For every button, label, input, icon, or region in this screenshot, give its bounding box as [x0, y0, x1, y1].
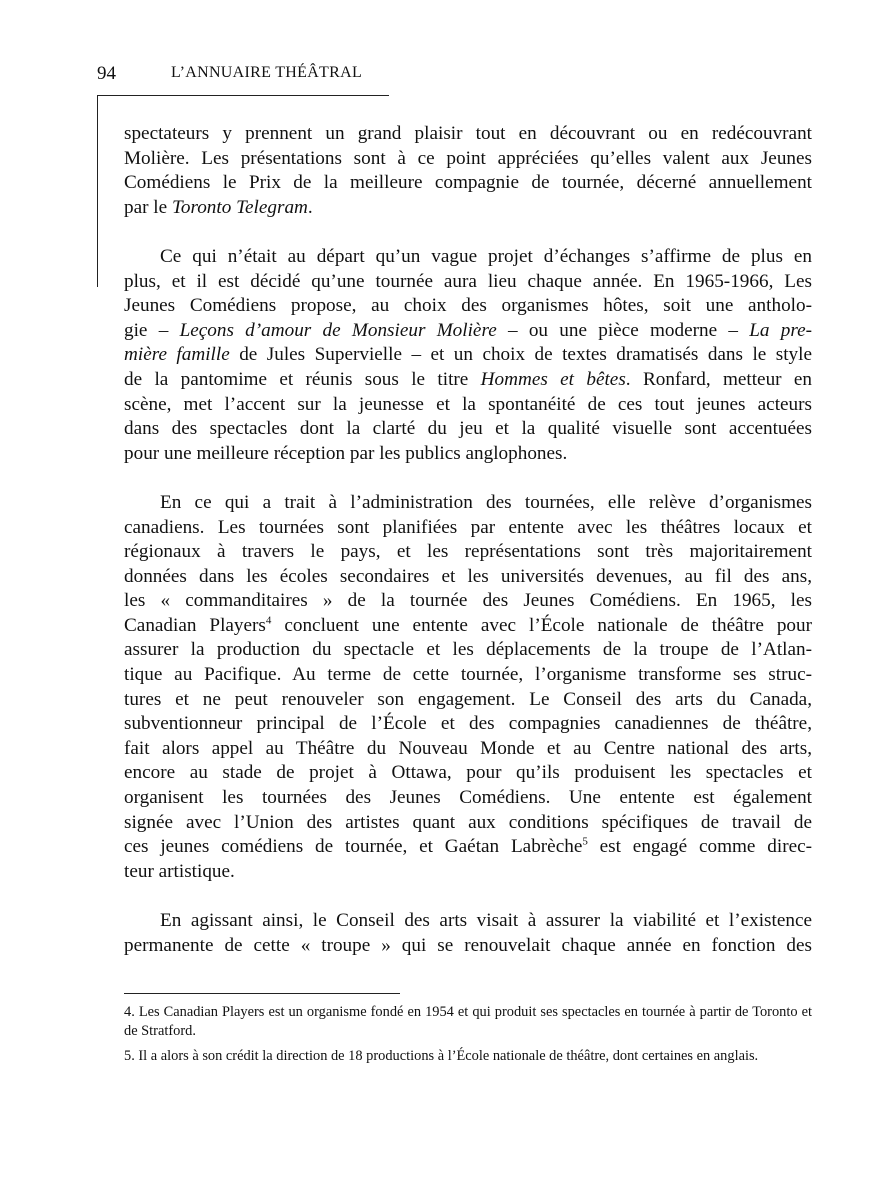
paragraph-4: [124, 909, 812, 958]
footnote-rule: [124, 993, 400, 994]
text-line: scène, met l’accent sur la jeunesse et la spontanéité de ces tout jeunes acteurs: [124, 393, 812, 415]
body-text: [124, 122, 812, 983]
text-line: fait alors appel au Théâtre du Nouveau Monde et au Centre national des arts,: [124, 737, 812, 759]
text-line: Comédiens le Prix de la meilleure compagnie de tournée, décerné annuellement: [124, 172, 812, 194]
page-number: 94: [97, 63, 116, 84]
paragraph-3: [124, 491, 812, 885]
text-line: tique au Pacifique. Au terme de cette tournée, l’organisme transforme ses struc-: [124, 664, 812, 686]
footnotes: [124, 1003, 812, 1072]
running-title: L’ANNUAIRE THÉÂTRAL: [171, 64, 363, 81]
text-line: canadiens. Les tournées sont planifiées par entente avec les théâtres locaux et: [124, 516, 812, 538]
paragraph-1: [124, 122, 812, 220]
text-line: spectateurs y prennent un grand plaisir tout en découvrant ou en redécouvrant: [124, 123, 812, 144]
text-line: En agissant ainsi, le Conseil des arts visait à assurer la viabilité et l’existence: [160, 910, 812, 931]
text-line: données dans les écoles secondaires et les universités devenues, au fil des ans,: [124, 565, 812, 587]
text-line: régionaux à travers le pays, et les représentations sont très majoritairement: [124, 541, 812, 563]
text-line: signée avec l’Union des artistes quant aux conditions spécifiques de travail de: [124, 811, 812, 833]
text-line: Canadian Players$^4$ concluent une entente avec l’École nationale de théâtre pour: [124, 614, 812, 636]
margin-bar: [97, 95, 98, 287]
paragraph-2: [124, 245, 812, 466]
text-line: teur artistique.: [124, 860, 235, 882]
text-line: tures et ne peut renouveler son engagement. Le Conseil des arts du Canada,: [124, 688, 812, 710]
text-line: organisent les tournées des Jeunes Comédiens. Une entente est également: [124, 787, 812, 809]
text-line: par le Toronto Telegram.: [124, 196, 313, 218]
text-line: pour une meilleure réception par les publics anglophones.: [124, 442, 568, 464]
text-line: En ce qui a trait à l’administration des tournées, elle relève d’organismes: [160, 491, 812, 513]
text-line: Jeunes Comédiens propose, au choix des organismes hôtes, soit une antholo-: [124, 295, 812, 317]
text-line: subventionneur principal de l’École et des compagnies canadiennes de théâtre,: [124, 713, 812, 735]
text-line: mière famille de Jules Supervielle – et un choix de textes dramatisés dans le style: [124, 344, 812, 366]
text-line: encore au stade de projet à Ottawa, pour qu’ils produisent les spectacles et: [124, 762, 812, 784]
text-line: plus, et il est décidé qu’une tournée aura lieu chaque année. En 1965-1966, Les: [124, 270, 812, 292]
text-line: de la pantomime et réunis sous le titre Hommes et bêtes. Ronfard, metteur en: [124, 368, 813, 390]
text-line: Molière. Les présentations sont à ce point appréciées qu’elles valent aux Jeunes: [124, 147, 812, 169]
footnote-5: 5. Il a alors à son crédit la direction de 18 productions à l’École nationale de théâtre, dont certaines en anglais.: [124, 1048, 759, 1064]
header-rule: [97, 95, 389, 96]
page-header: [97, 63, 389, 95]
text-line: gie – Leçons d’amour de Monsieur Molière – ou une pièce moderne – La pre-: [124, 319, 812, 341]
footnote-4: 4. Les Canadian Players est un organisme fondé en 1954 et qui produit ses spectacles en tournée à partir de Toronto et de Stratford.: [124, 1004, 812, 1039]
text-line: ces jeunes comédiens de tournée, et Gaétan Labrèche$^5$ est engagé comme direc-: [124, 835, 813, 858]
text-line: Ce qui n’était au départ qu’un vague projet d’échanges s’affirme de plus en: [160, 245, 812, 267]
text-line: les « commanditaires » de la tournée des Jeunes Comédiens. En 1965, les: [124, 590, 812, 612]
text-line: dans des spectacles dont la clarté du jeu et la qualité visuelle sont accentuées: [124, 418, 812, 440]
text-line: permanente de cette « troupe » qui se renouvelait chaque année en fonction des: [124, 934, 812, 956]
text-line: assurer la production du spectacle et les déplacements de la troupe de l’Atlan-: [124, 639, 812, 661]
